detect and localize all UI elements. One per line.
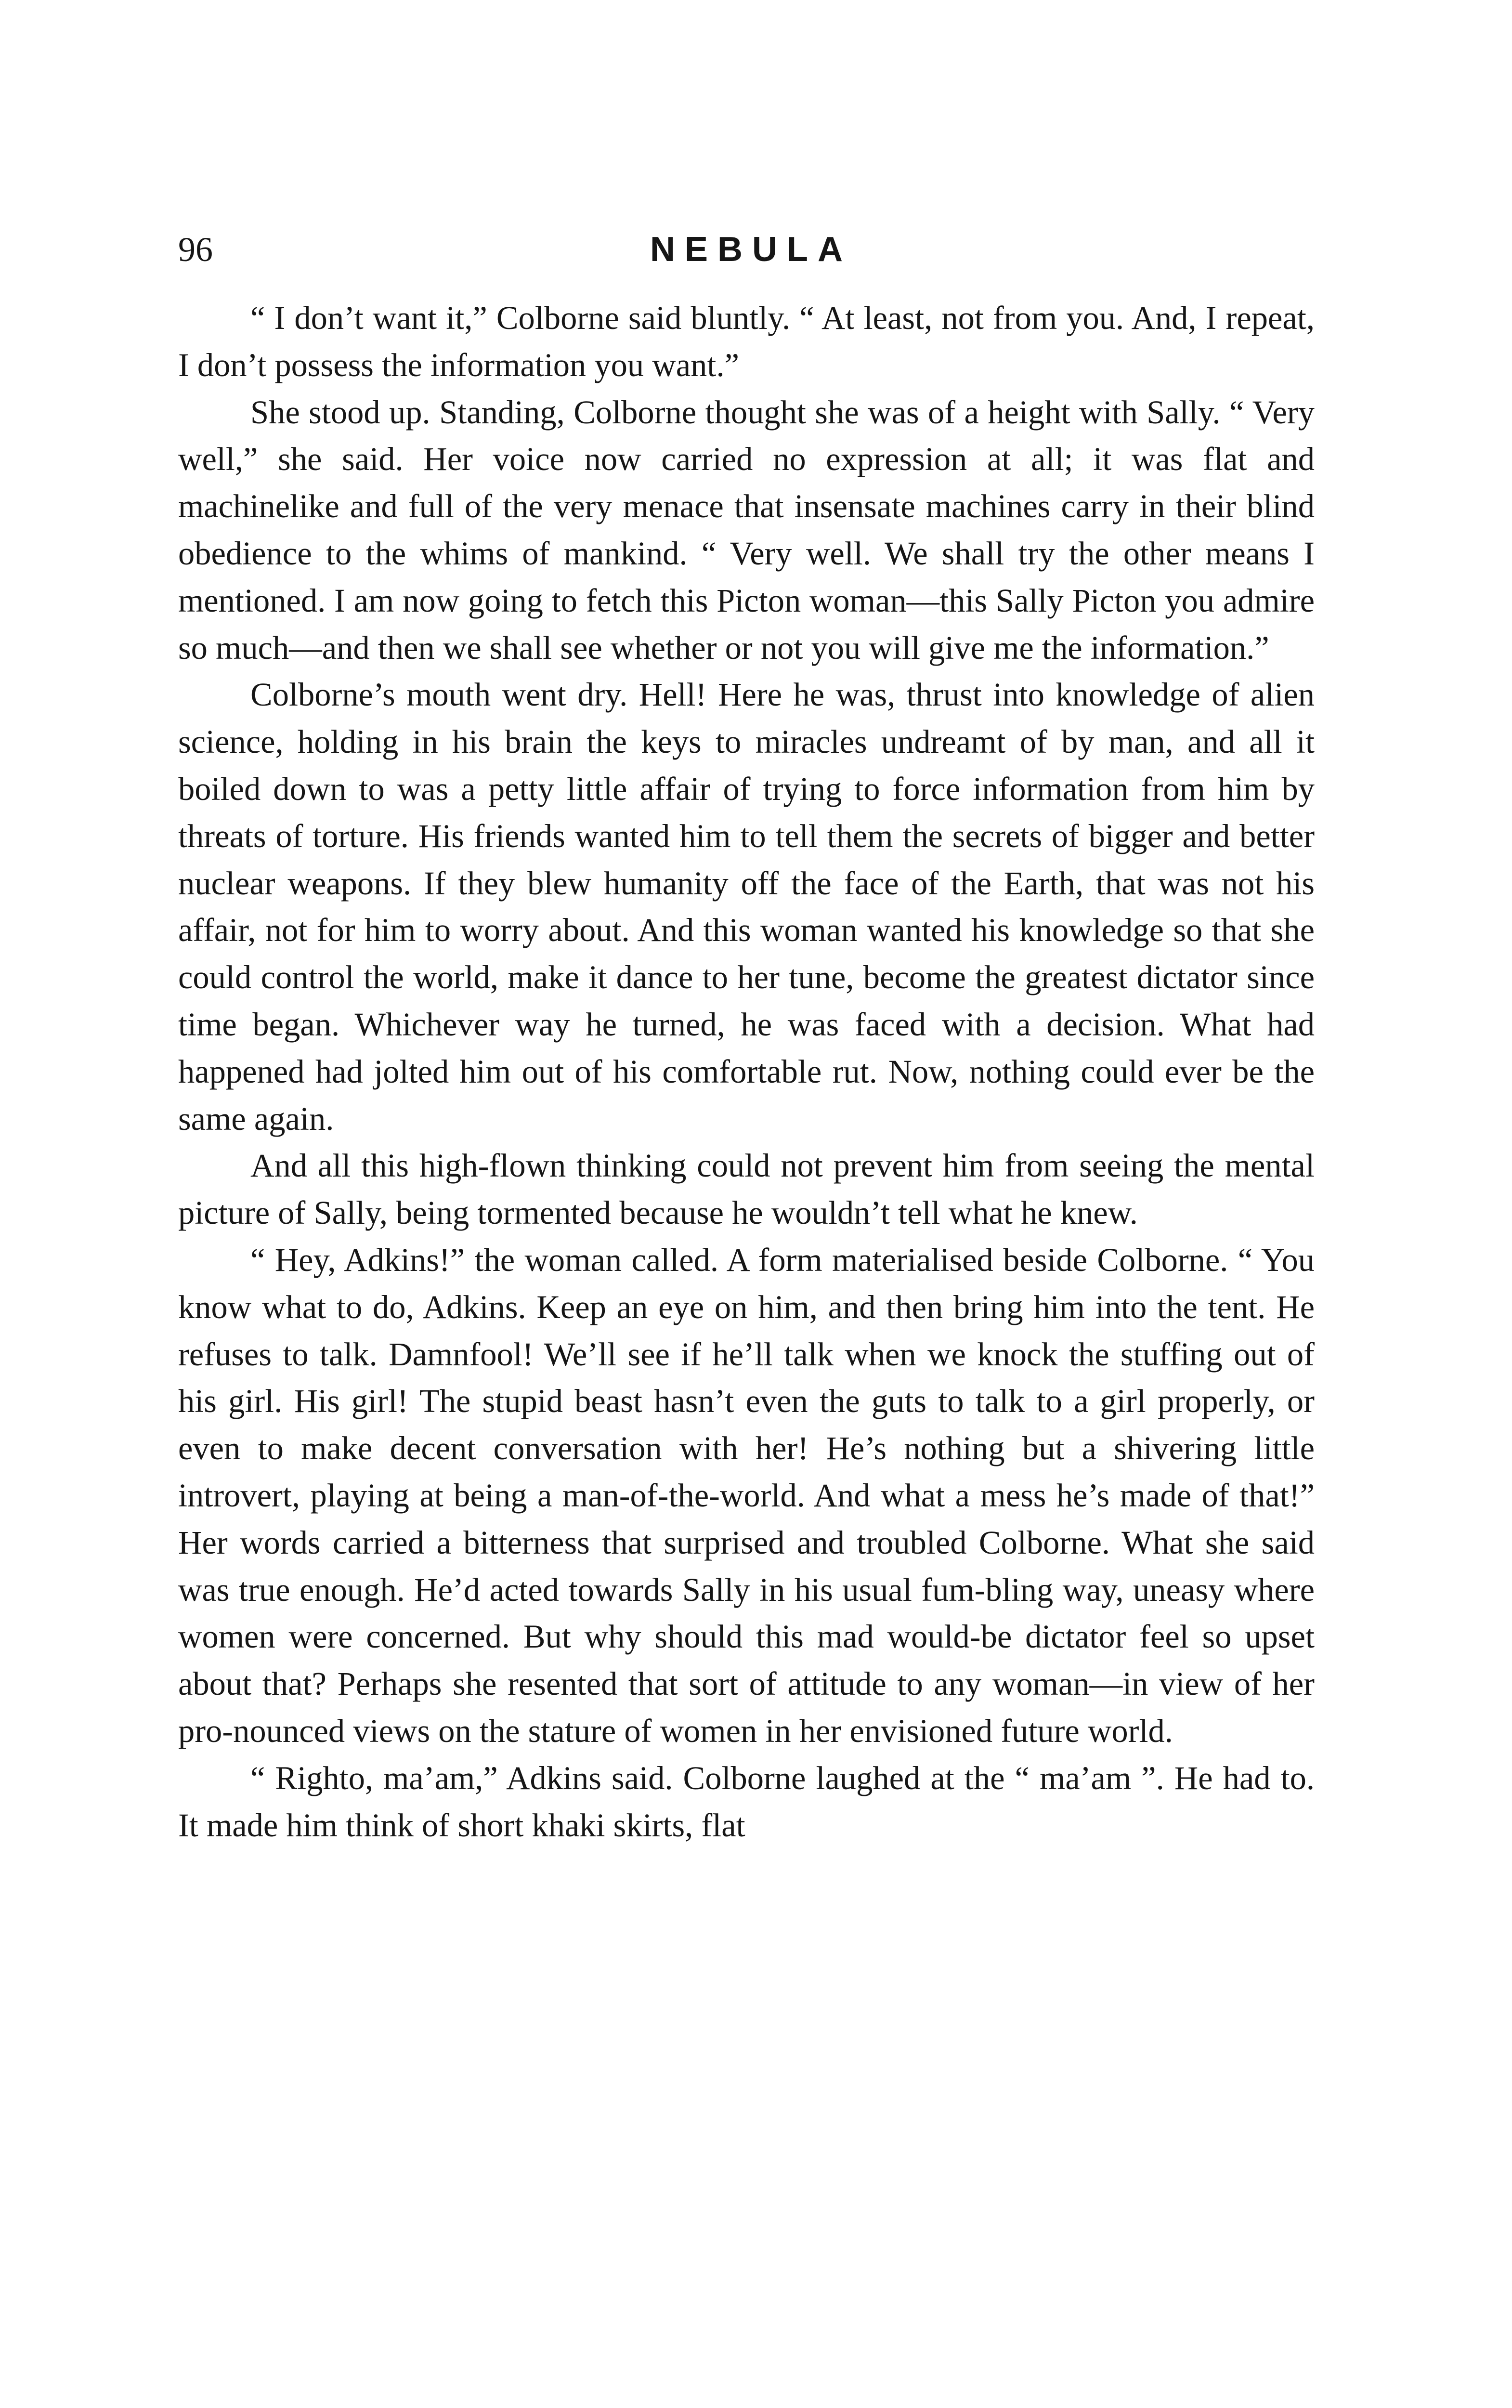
paragraph: And all this high-flown thinking could not prevent him from seeing the mental picture of Sally, being tormented because he wouldn’t tell what he knew. bbox=[178, 1147, 1315, 1231]
paragraph: Colborne’s mouth went dry. Hell! Here he was, thrust into knowledge of alien science, holding in his brain the keys to miracles undreamt of by man, and all it boiled down to was a petty little affair of trying to force information from him by threats of torture. His friends wanted him to tell them the secrets of bigger and better nuclear weapons. If they blew humanity off the face of the Earth, that was not his affair, not for him to worry about. And this woman wanted his knowledge so that she could control the world, make it dance to her tune, become the greatest dictator since time began. Whichever way he turned, he was faced with a decision. What had happened had jolted him out of his comfortable rut. Now, nothing could ever be the same again. bbox=[178, 676, 1315, 1137]
paragraph: “ Hey, Adkins!” the woman called. A form materialised beside Colborne. “ You know what to do, Adkins. Keep an eye on him, and then bring him into the tent. He refuses to talk. Damnfool! We’ll see if he’ll talk when we knock the stuffing out of his girl. His girl! The stupid beast hasn’t even the guts to talk to a girl properly, or even to make decent conversation with her! He’s nothing but a shivering little introvert, playing at being a man-of-the-world. And what a mess he’s made of that!” Her words carried a bitterness that surprised and troubled Colborne. What she said was true enough. He’d acted towards Sally in his usual fum-bling way, uneasy where women were concerned. But why should this mad would-be dictator feel so upset about that? Perhaps she resented that sort of attitude to any woman—in view of her pro-nounced views on the stature of women in her envisioned future world. bbox=[178, 1241, 1315, 1749]
page-number: 96 bbox=[178, 230, 213, 269]
running-head bbox=[178, 226, 1315, 279]
body-text bbox=[178, 295, 1315, 1849]
paragraph: “ I don’t want it,” Colborne said bluntly. “ At least, not from you. And, I repeat, I don’t possess the information you want.” bbox=[178, 300, 1315, 383]
journal-title: NEBULA bbox=[650, 230, 852, 269]
book-page bbox=[178, 226, 1315, 1849]
paragraph: “ Righto, ma’am,” Adkins said. Colborne laughed at the “ ma’am ”. He had to. It made him think of short khaki skirts, flat bbox=[178, 1759, 1315, 1844]
paragraph: She stood up. Standing, Colborne thought she was of a height with Sally. “ Very well,” she said. Her voice now carried no expression at all; it was flat and machinelike and full of the very menace that insensate machines carry in their blind obedience to the whims of mankind. “ Very well. We shall try the other means I mentioned. I am now going to fetch this Picton woman—this Sally Picton you admire so much—and then we shall see whether or not you will give me the information.” bbox=[178, 393, 1315, 666]
